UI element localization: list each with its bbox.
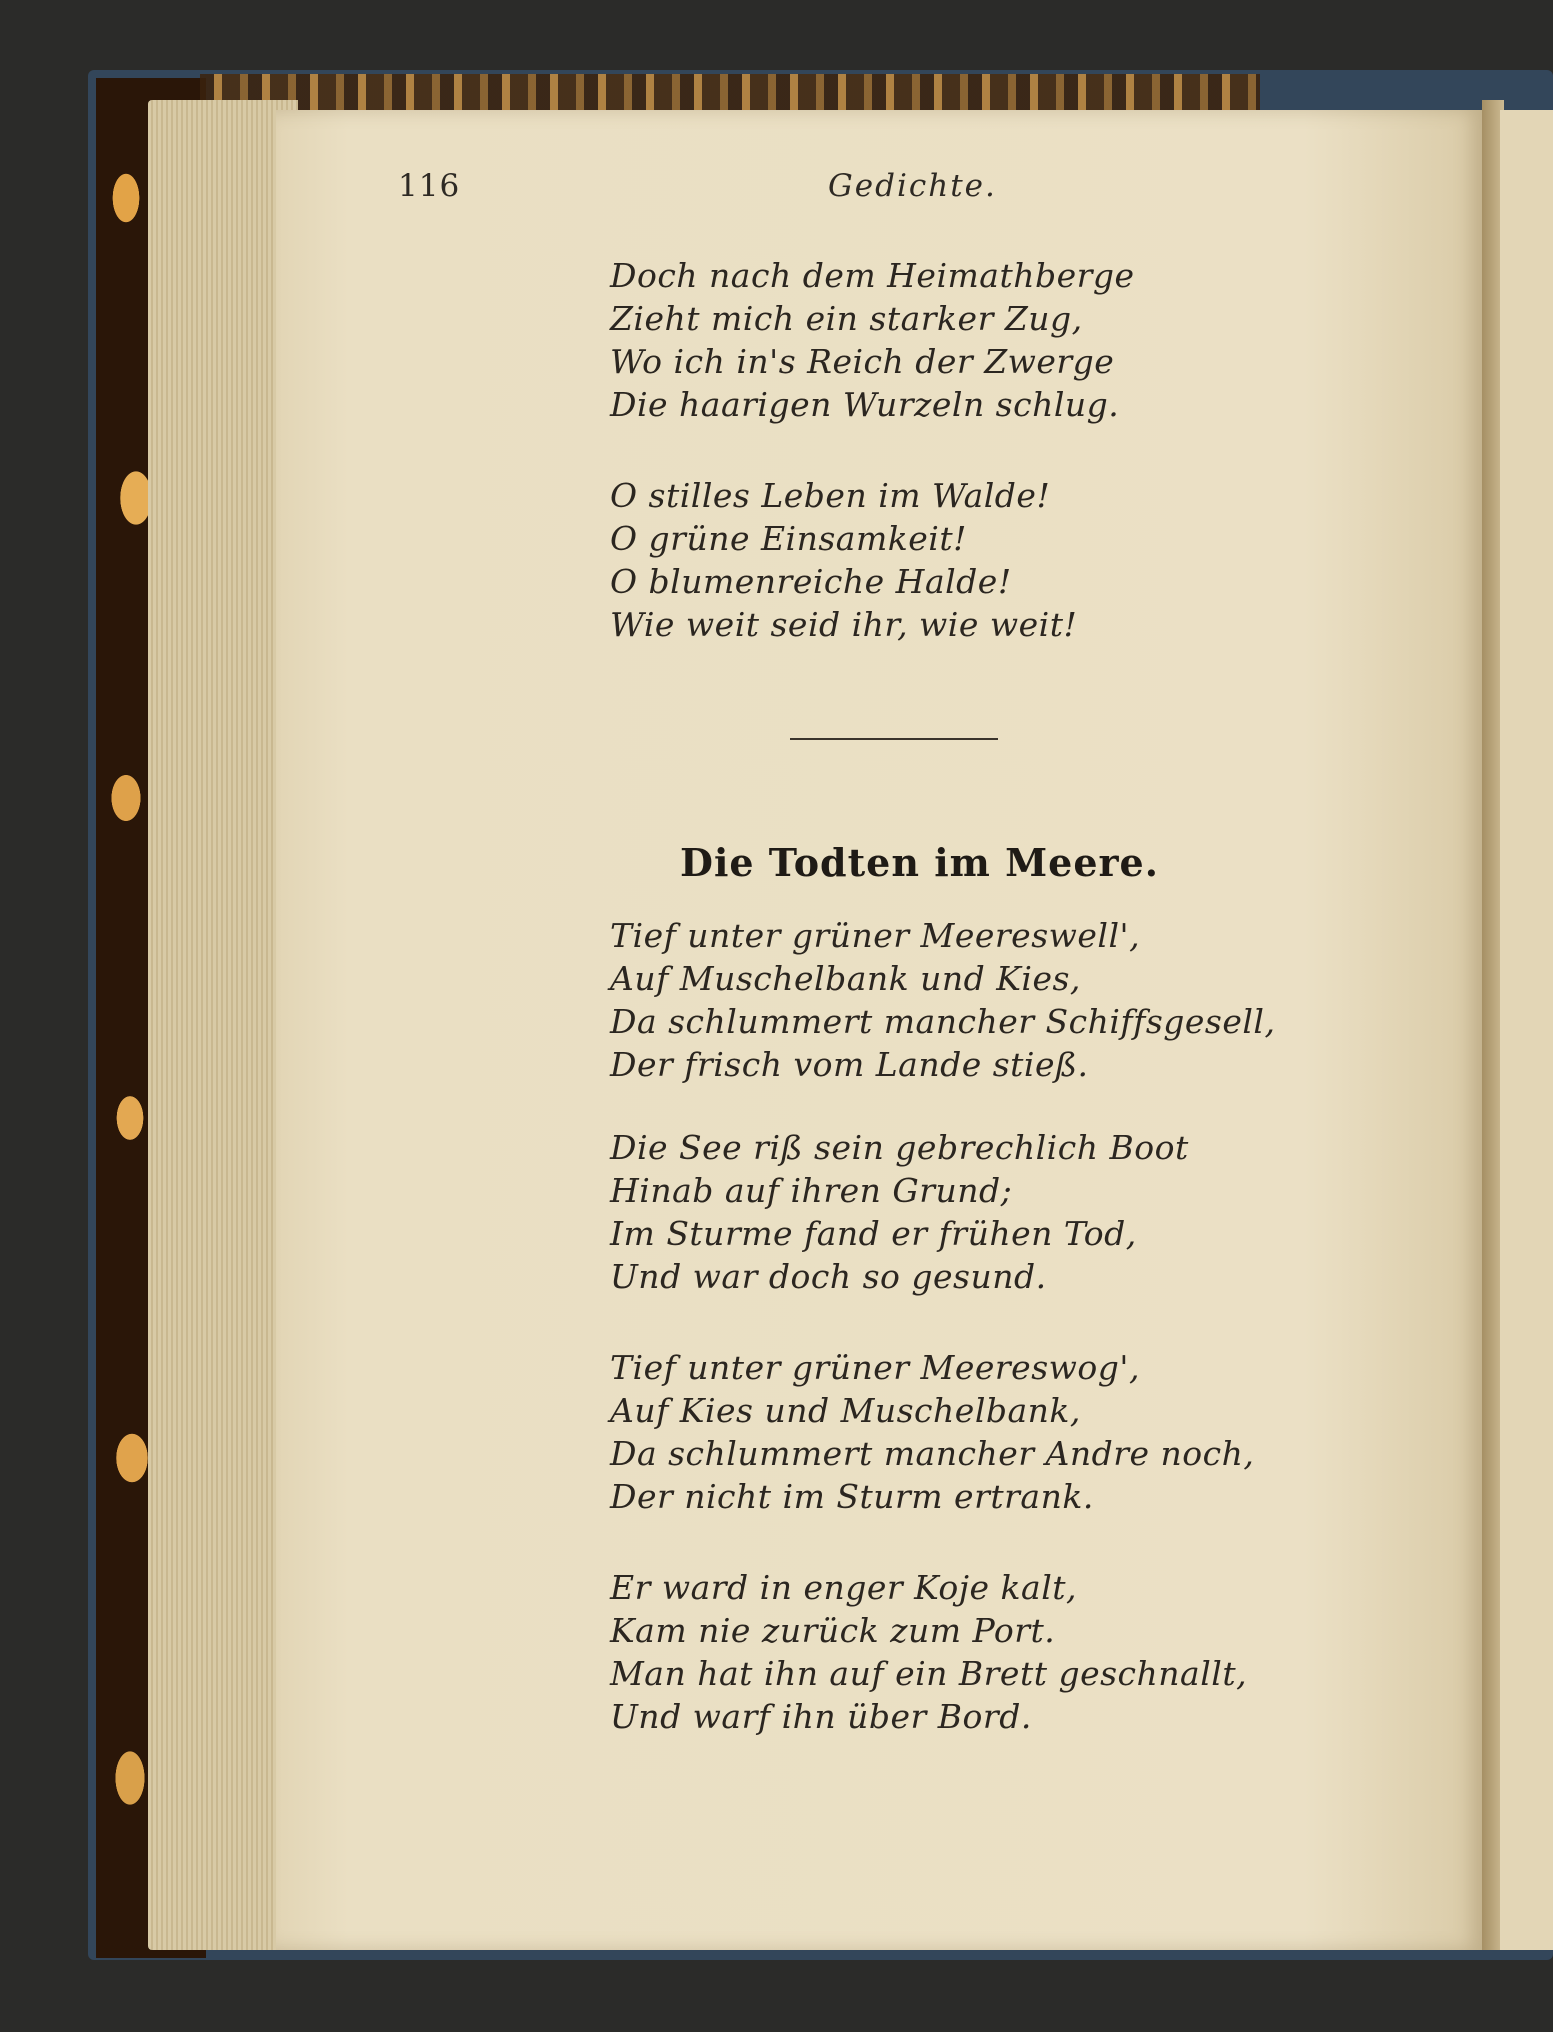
verse-line: Zieht mich ein starker Zug, — [610, 299, 1083, 338]
poem-title: Die Todten im Meere. — [680, 840, 1159, 885]
verse-line: Und war doch so gesund. — [610, 1257, 1047, 1296]
verse-line: O grüne Einsamkeit! — [610, 519, 967, 558]
verse-line: Wie weit seid ihr, wie weit! — [610, 605, 1078, 644]
verse-line: Da schlummert mancher Schiffsgesell, — [610, 1002, 1276, 1041]
verse-line: Auf Kies und Muschelbank, — [610, 1391, 1081, 1430]
verse-line: Wo ich in's Reich der Zwerge — [610, 342, 1115, 381]
stanza-prev-2 — [610, 474, 1077, 646]
verse-line: Hinab auf ihren Grund; — [610, 1171, 1013, 1210]
verse-line: Er ward in enger Koje kalt, — [610, 1568, 1078, 1607]
section-divider — [790, 738, 998, 740]
verse-line: Man hat ihn auf ein Brett geschnallt, — [610, 1654, 1248, 1693]
verse-line: Da schlummert mancher Andre noch, — [610, 1434, 1255, 1473]
facing-page — [1500, 110, 1553, 1950]
verse-line: Im Sturme fand er frühen Tod, — [610, 1214, 1137, 1253]
verse-line: Die See riß sein gebrechlich Boot — [610, 1128, 1189, 1167]
running-head: Gedichte. — [828, 168, 997, 204]
verse-line: Auf Muschelbank und Kies, — [610, 959, 1081, 998]
verse-line: Der nicht im Sturm ertrank. — [610, 1477, 1094, 1516]
verse-line: Die haarigen Wurzeln schlug. — [610, 385, 1120, 424]
verse-line: Doch nach dem Heimathberge — [610, 256, 1135, 295]
verse-line: O blumenreiche Halde! — [610, 562, 1012, 601]
verse-line: Kam nie zurück zum Port. — [610, 1611, 1056, 1650]
verse-line: O stilles Leben im Walde! — [610, 476, 1051, 515]
stanza-2 — [610, 1126, 1189, 1298]
verse-line: Tief unter grüner Meereswell', — [610, 916, 1141, 955]
stanza-3 — [610, 1346, 1254, 1518]
verse-line: Der frisch vom Lande stieß. — [610, 1045, 1089, 1084]
verse-line: Und warf ihn über Bord. — [610, 1697, 1032, 1736]
stanza-1 — [610, 914, 1275, 1086]
stanza-prev-1 — [610, 254, 1135, 426]
verse-line: Tief unter grüner Meereswog', — [610, 1348, 1140, 1387]
page-number: 116 — [398, 168, 461, 204]
stanza-4 — [610, 1566, 1247, 1738]
